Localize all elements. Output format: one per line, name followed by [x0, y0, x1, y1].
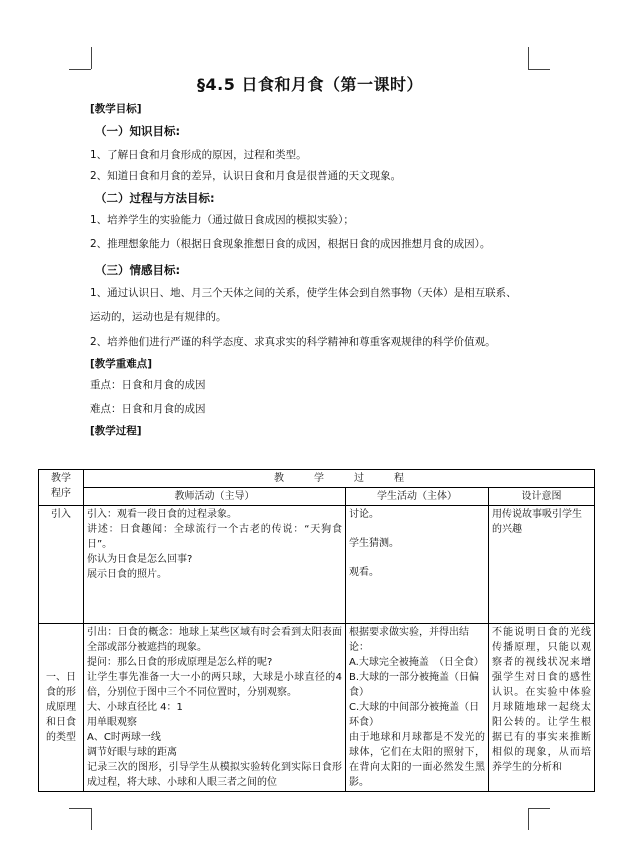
crop-mark-bottom-right-v [528, 808, 529, 830]
row1-teacher [84, 506, 346, 624]
row1-program: 引入 [39, 506, 84, 624]
key-points-header: [教学重难点] [90, 358, 153, 370]
row2-student-4: C.大球的中间部分被掩盖（日环食） [349, 702, 480, 728]
process-goal-1: 1、培养学生的实验能力（通过做日食成因的模拟实验）； [90, 214, 354, 226]
crop-mark-bottom-left-v [91, 808, 92, 830]
row2-teacher-5: 用单眼观察 [87, 717, 137, 728]
row2-teacher-1: 引出：日食的概念：地球上某些区域有时会看到太阳表面全部或部分被遮挡的现象。 [87, 627, 342, 653]
table-header-row-2 [39, 488, 595, 506]
page-title: §4.5 日食和月食（第一课时） [197, 75, 423, 94]
row1-teacher-3: 你认为日食是怎么回事? [87, 554, 193, 565]
row1-student-2: 学生猜测。 [349, 538, 399, 549]
table-row-intro [39, 506, 595, 624]
process-goal-2: 2、推理想象能力（根据日食现象推想日食的成因，根据日食的成因推想月食的成因）。 [90, 238, 491, 250]
row2-teacher-3: 让学生事先准备一大一小的两只球，大球是小球直径的4倍，分别位于图中三个不同位置时，分别观察。 [87, 672, 342, 698]
crop-mark-bottom-left-h [69, 808, 91, 809]
header-student: 学生活动（主体） [346, 488, 489, 506]
row1-teacher-1: 引入：观看一段日食的过程录象。 [87, 509, 237, 520]
difficult-point: 难点：日食和月食的成因 [90, 403, 206, 415]
row2-teacher-4: 大、小球直径比 4：1 [87, 702, 183, 713]
row2-student-5: 由于地球和月球都是不发光的球体，它们在太阳的照射下，在背向太阳的一面必然发生黑影。 [349, 732, 485, 788]
row1-student [346, 506, 489, 624]
emotion-goal-2: 2、培养他们进行严谨的科学态度、求真求实的科学精神和尊重客观规律的科学价值观。 [90, 336, 496, 348]
crop-mark-top-right-h [528, 69, 550, 70]
knowledge-goal-2: 2、知道日食和月食的差异，认识日食和月食是很普通的天文现象。 [90, 170, 402, 182]
header-program-line1: 教学 [51, 473, 71, 484]
key-point: 重点：日食和月食的成因 [90, 379, 206, 391]
row2-teacher-7: 调节好眼与球的距离 [87, 747, 177, 758]
row1-intent: 用传说故事吸引学生的兴趣 [489, 506, 595, 624]
row2-teacher-6: A、C时两球一线 [87, 732, 161, 743]
table-row-principle [39, 624, 595, 792]
teaching-process-header: [教学过程] [90, 425, 142, 437]
row2-teacher-8: 记录三次的图形，引导学生从模拟实验转化到实际日食形成过程，将大球、小球和人眼三者之间的位 [87, 762, 342, 788]
crop-mark-top-right-v [528, 47, 529, 69]
row2-teacher-2: 提问：那么日食的形成原理是怎么样的呢? [87, 657, 273, 668]
header-process: 教 学 过 程 [84, 470, 595, 488]
knowledge-goal-1: 1、了解日食和月食形成的原因，过程和类型。 [90, 149, 307, 161]
header-program [39, 470, 84, 506]
row1-teacher-4: 展示日食的照片。 [87, 569, 167, 580]
teaching-process-table [38, 469, 595, 792]
table-header-row-1 [39, 470, 595, 488]
row1-student-1: 讨论。 [349, 509, 379, 520]
header-teacher: 教师活动（主导） [84, 488, 346, 506]
header-program-line2: 程序 [51, 488, 71, 499]
row2-teacher [84, 624, 346, 792]
teaching-goals-header: [教学目标] [90, 103, 142, 115]
row2-student [346, 624, 489, 792]
row2-intent: 不能说明日食的光线传播原理，只能以观察者的视线状况来增强学生对日食的感性认识。在实验中体验月球随地球一起绕太阳公转的。让学生根据已有的事实来推断相似的现象，从而培养学生的分析和 [489, 624, 595, 792]
header-intent: 设计意图 [489, 488, 595, 506]
crop-mark-top-left-v [91, 47, 92, 69]
crop-mark-bottom-right-h [528, 808, 550, 809]
row2-student-1: 根据要求做实验，并得出结论： [349, 627, 469, 653]
emotion-goal-1b: 运动的，运动也是有规律的。 [90, 311, 227, 323]
row2-student-3: B.大球的一部分被掩盖（日偏食） [349, 672, 480, 698]
row2-program: 一、日食的形成原理和日食的类型 [39, 624, 84, 792]
row1-student-3: 观看。 [349, 567, 379, 578]
emotion-goal-1a: 1、通过认识日、地、月三个天体之间的关系，使学生体会到自然事物（天体）是相互联系、 [90, 287, 517, 299]
emotion-goals-header: （三）情感目标: [95, 263, 181, 277]
row2-student-2: A.大球完全被掩盖 （日全食） [349, 657, 484, 668]
crop-mark-top-left-h [69, 69, 91, 70]
process-goals-header: （二）过程与方法目标: [95, 191, 215, 205]
knowledge-goals-header: （一）知识目标: [95, 124, 181, 138]
row1-teacher-2: 讲述：日食趣闻：全球流行一个古老的传说：“天狗食日”。 [87, 524, 342, 550]
